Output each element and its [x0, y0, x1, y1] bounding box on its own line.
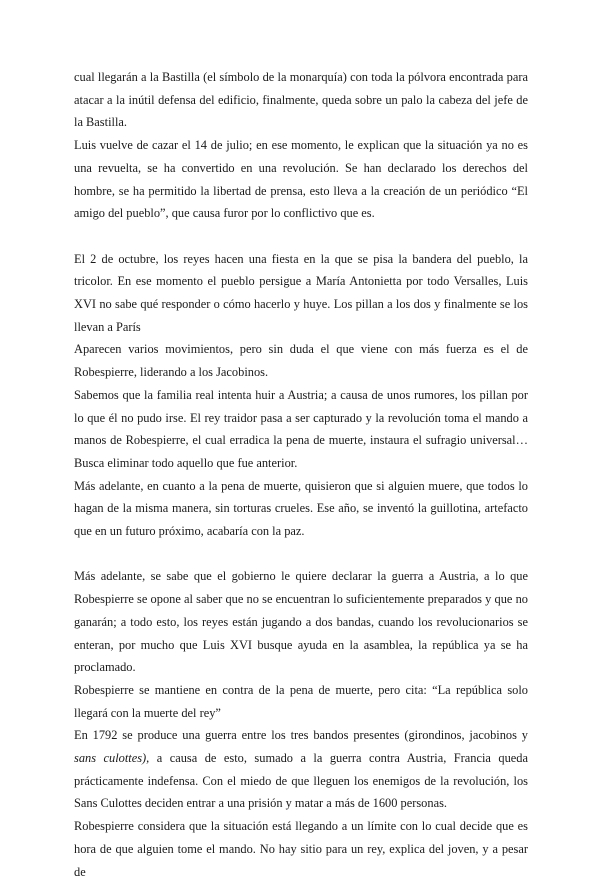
paragraph-gap	[74, 543, 528, 566]
paragraph-guillotina: Más adelante, en cuanto a la pena de muerte, quisieron que si alguien muere, que todos lo hagan de la misma manera, sin torturas crueles. Ese año, se inventó la guillotina, artefacto que en un futuro próximo, acabaría con la paz.	[74, 478, 528, 539]
paragraph-luis-julio: Luis vuelve de cazar el 14 de julio; en ese momento, le explican que la situación ya no es una revuelta, se ha convertido en una revolución. Se han declarado los derechos del hombre, se ha permitido la libertad de prensa, esto lleva a la creación de un periódico “El amigo del pueblo”, que causa furor por lo conflictivo que es.	[74, 138, 528, 221]
paragraph-octubre: El 2 de octubre, los reyes hacen una fiesta en la que se pisa la bandera del pueblo, la tricolor. En ese momento el pueblo persigue a María Antonietta por todo Versalles, Luis XVI no sabe qué responder o cómo hacerlo y huye. Los pillan a los dos y finalmente se los llevan a París	[74, 251, 528, 334]
war-text-emphasis: sans culottes),	[74, 751, 150, 766]
war-text-before: En 1792 se produce una guerra entre los tres bandos presentes (girondinos, jacobinos y	[74, 728, 528, 743]
paragraph-bastilla: cual llegarán a la Bastilla (el símbolo de la monarquía) con toda la pólvora encontrada para atacar a la inútil defensa del edificio, finalmente, queda sobre un palo la cabeza del jefe de la Bastilla.	[74, 70, 528, 130]
document-page	[74, 66, 528, 883]
paragraph-guerra-austria: Más adelante, se sabe que el gobierno le quiere declarar la guerra a Austria, a lo que Robespierre se opone al saber que no se encuentran lo suficientemente preparados y que no ganarán; a todo esto, los reyes están jugando a dos bandas, cuando los revolucionarios se enteran, por mucho que Luis XVI busque ayuda en la asamblea, la república ya se ha proclamado.	[74, 569, 528, 675]
war-text-after: a causa de esto, sumado a la guerra contra Austria, Francia queda prácticamente indefensa.	[74, 751, 528, 788]
war-text-culottes: Con el miedo de que lleguen los enemigos de la revolución, los Sans Culottes deciden entrar a una prisión y matar a más de 1600 personas.	[74, 773, 528, 811]
paragraph-guerra-1792	[74, 724, 528, 815]
paragraph-pena-muerte: Robespierre se mantiene en contra de la pena de muerte, pero cita: “La república solo llegará con la muerte del rey”	[74, 682, 528, 720]
paragraph-robespierre-mando: Robespierre considera que la situación está llegando a un límite con lo cual decide que es hora de que alguien tome el mando. No hay sitio para un rey, explica del joven, y a pesar de	[74, 819, 528, 879]
paragraph-movimientos: Aparecen varios movimientos, pero sin duda el que viene con más fuerza es el de Robespierre, liderando a los Jacobinos.	[74, 342, 528, 380]
paragraph-gap	[74, 225, 528, 248]
paragraph-huida-austria: Sabemos que la familia real intenta huir a Austria; a causa de unos rumores, los pillan por lo que él no pudo irse. El rey traidor pasa a ser capturado y la revolución toma el mando a manos de Robespierre, el cual erradica la pena de muerte, instaura el sufragio universal… Busca eliminar todo aquello que fue anterior.	[74, 387, 528, 470]
